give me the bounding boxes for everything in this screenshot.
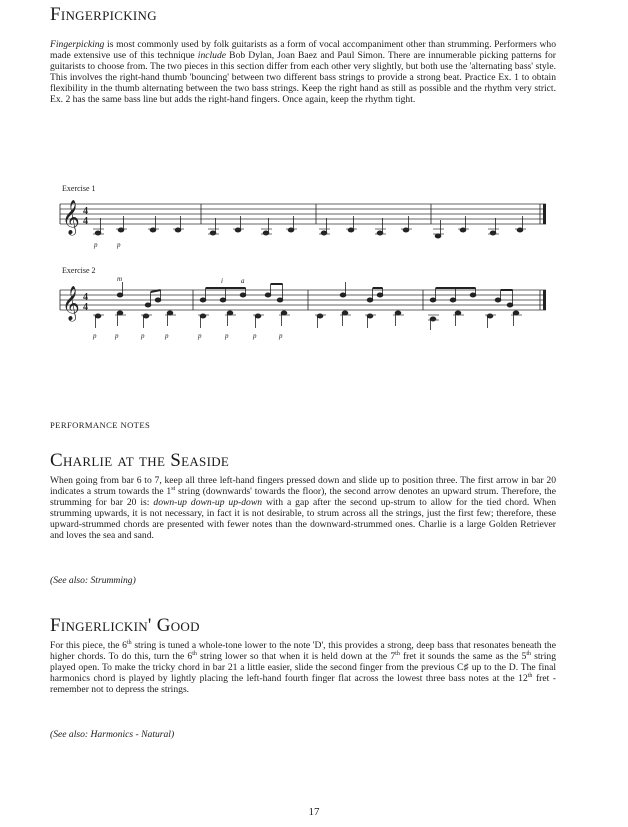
section-title-charlie-at-the-seaside: Charlie at the Seaside bbox=[50, 450, 230, 471]
text-run: For this piece, the 6 bbox=[50, 640, 127, 651]
ordinal-suffix: st bbox=[171, 485, 176, 492]
section-title-fingerlickin-good: Fingerlickin' Good bbox=[50, 615, 200, 636]
text-run: fret it sounds the same as the 5 bbox=[399, 650, 527, 662]
fingering-a: a bbox=[241, 277, 245, 285]
fingering-p: p bbox=[165, 332, 169, 340]
text-run: string lower so that when it is held down at the 7 bbox=[196, 650, 396, 662]
strum-pattern: down-up down-up up-down bbox=[153, 496, 263, 508]
fingering-p: p bbox=[94, 241, 98, 249]
text-run: When going from bar 6 to 7, keep all three left-hand fingers pressed down and slide up to position three. The first arrow in bar 20 indicates a strum towards the 1 bbox=[50, 475, 556, 497]
fingerings bbox=[92, 275, 283, 340]
exercise-1-label: Exercise 1 bbox=[62, 184, 96, 193]
performance-notes-heading: PERFORMANCE NOTES bbox=[50, 420, 151, 430]
final-barline bbox=[543, 204, 546, 224]
text-run: string played open. To make the tricky chord in bar 21 a little easier, slide the second finger from the previous C♯ up to the D. The final harmonics chord is played by lightly placing the left-hand fourth finger flat across the lowest three bass notes at the 12 bbox=[50, 650, 556, 684]
section-title-fingerpicking: Fingerpicking bbox=[50, 4, 157, 25]
ordinal-suffix: th bbox=[192, 650, 197, 657]
fingering-p: p bbox=[141, 332, 145, 340]
text-run: Bob Dylan, Joan Baez and Paul Simon. There are innumerable picking patterns for guitarists to choose from. The two pieces in this section differ from each other very slightly, but both use the 'alternating bass' style. This involves the right-hand thumb 'bouncing' between two different bass strings to provide a strong beat. Practice Ex. 1 to obtain flexibility in the thumb alternating between the two bass strings. Keep the right hand as still as possible and the rhythm very strict. Ex. 2 has the same bass line but adds the right-hand fingers. Once again, keep the rhythm tight. bbox=[50, 49, 556, 105]
text-run: string (downwards' towards the floor), the second arrow denotes an upward strum. Therefore, the strumming for bar 20 is: bbox=[50, 485, 556, 508]
bass-notes bbox=[95, 311, 519, 330]
fingering-p: p bbox=[225, 332, 229, 340]
ordinal-suffix: th bbox=[126, 639, 132, 646]
fingering-p: p bbox=[115, 332, 119, 340]
fingering-p: p bbox=[93, 332, 97, 340]
melody-notes bbox=[117, 282, 513, 307]
text-emphasis: include bbox=[197, 49, 227, 61]
page-number: 17 bbox=[308, 806, 320, 818]
treble-clef-icon: 𝄞 bbox=[62, 200, 80, 235]
fingerpicking-paragraph bbox=[50, 40, 556, 105]
time-signature-top: 4 bbox=[83, 206, 88, 217]
time-signature-bottom: 4 bbox=[83, 216, 88, 227]
exercise-1-staff bbox=[58, 196, 558, 266]
time-signature-top: 4 bbox=[83, 292, 88, 303]
fingering-p: p bbox=[198, 332, 202, 340]
charlie-paragraph bbox=[50, 476, 556, 541]
fingering-m: m bbox=[117, 275, 123, 283]
final-barline bbox=[543, 290, 546, 310]
ordinal-suffix: th bbox=[395, 650, 400, 657]
fingering-i: i bbox=[221, 277, 223, 285]
exercise-2-label: Exercise 2 bbox=[62, 266, 96, 275]
fingerlickin-see-also: (See also: Harmonics - Natural) bbox=[50, 729, 175, 740]
ordinal-suffix: th bbox=[527, 672, 533, 679]
ledger-lines bbox=[93, 315, 522, 320]
time-signature-bottom: 4 bbox=[83, 302, 88, 313]
text-run: string is tuned a whole-tone lower to the note 'D', this provides a strong, deep bass that resonates beneath the higher chords. To do this, turn the 6 bbox=[50, 640, 556, 662]
fingering-p: p bbox=[279, 332, 283, 340]
treble-clef-icon: 𝄞 bbox=[62, 286, 80, 321]
staff-lines bbox=[60, 204, 546, 224]
fingering-p: p bbox=[117, 241, 121, 249]
text-run: with a gap after the second up-strum to allow for the tied chord. When strumming upwards, it is not necessary, in fact it is not desirable, to strum across all the strings, just the first few; therefore, these upward-strummed chords are presented with fewer notes than the downward-strummed ones. Charlie is a large Golden Retriever and loves the sea and sand. bbox=[50, 496, 556, 541]
text-run: is most commonly used by folk guitarists as a form of vocal accompaniment other than strumming. Performers who made extensive use of this technique bbox=[50, 39, 556, 61]
fingering-p: p bbox=[253, 332, 257, 340]
ordinal-suffix: th bbox=[526, 650, 531, 657]
term-emphasis: Fingerpicking bbox=[50, 39, 105, 50]
charlie-see-also: (See also: Strumming) bbox=[50, 575, 136, 586]
text-run: fret - remember not to depress the strings. bbox=[50, 672, 556, 695]
fingerlickin-paragraph bbox=[50, 641, 556, 696]
exercise-2-staff bbox=[58, 272, 558, 352]
